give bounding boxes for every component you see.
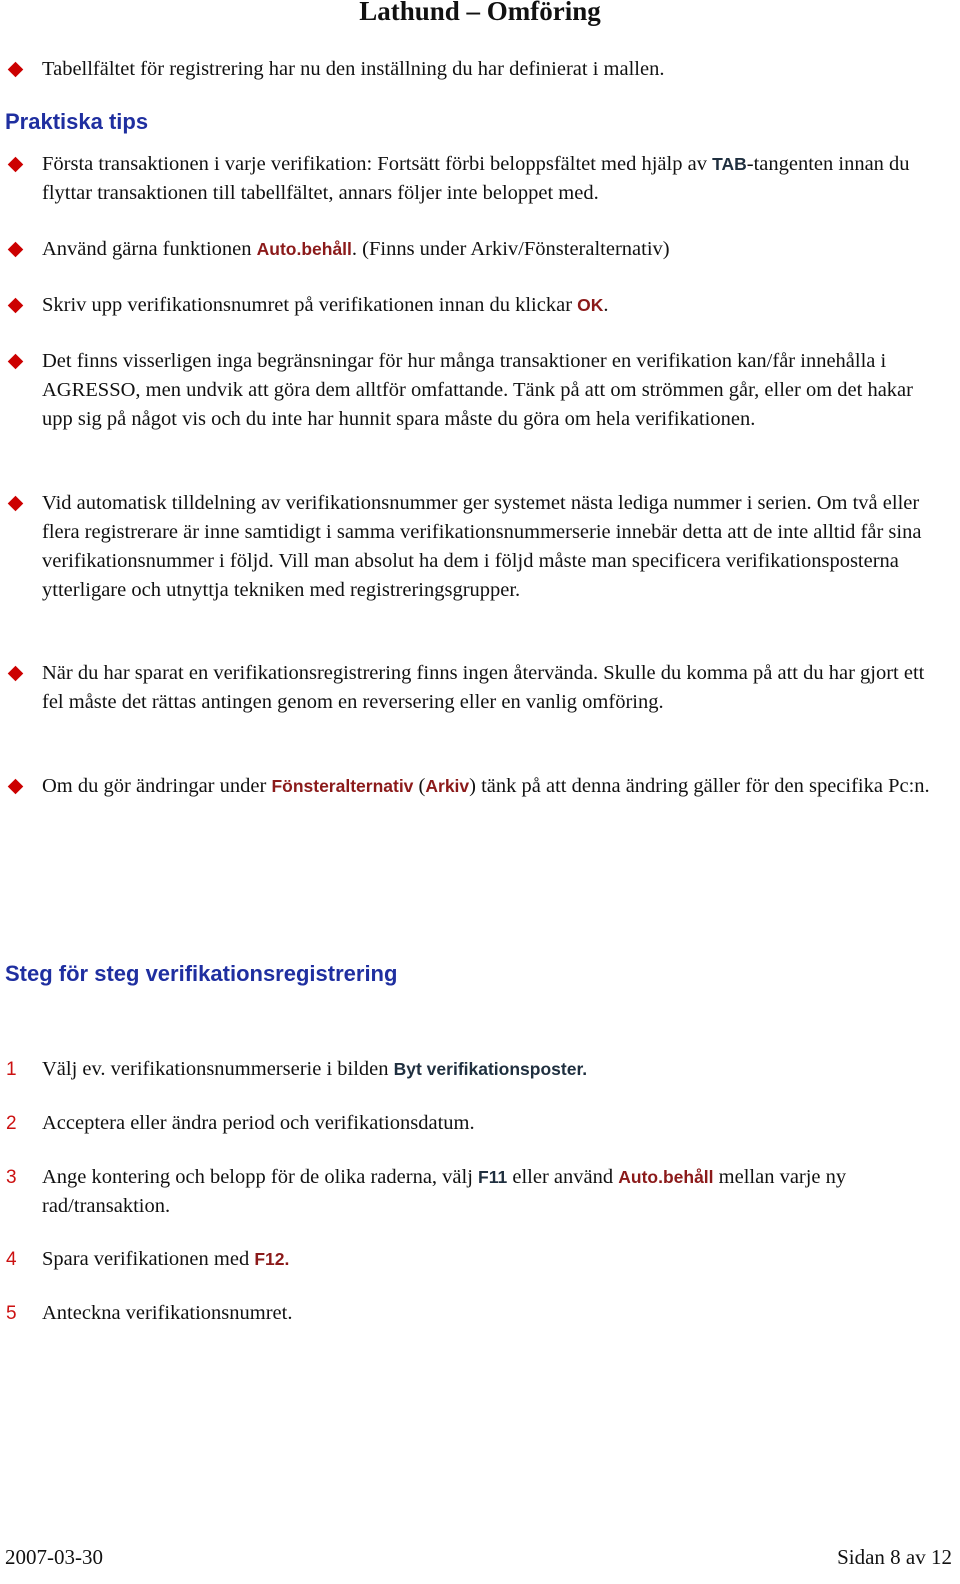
function-name: Auto.behåll xyxy=(256,239,352,259)
footer-date: 2007-03-30 xyxy=(5,1545,103,1569)
diamond-bullet-icon xyxy=(8,779,24,795)
bullet-text: Skriv upp verifikationsnumret på verifikationen innan du klickar OK. xyxy=(42,294,609,316)
step-text: Acceptera eller ändra period och verifikationsdatum. xyxy=(42,1112,475,1134)
step-text: Anteckna verifikationsnumret. xyxy=(42,1302,293,1324)
diamond-bullet-icon xyxy=(8,157,24,173)
page-title: Lathund – Omföring xyxy=(359,0,601,26)
step-text: Välj ev. verifikationsnummerserie i bilden Byt verifikationsposter. xyxy=(42,1058,588,1080)
function-name: Auto.behåll xyxy=(618,1167,714,1187)
button-name: OK xyxy=(577,295,604,315)
step-number: 1 xyxy=(6,1059,17,1080)
bullet-text: Första transaktionen i varje verifikation: Fortsätt förbi beloppsfältet med hjälp av TAB-tangenten innan du flyttar transaktionen till tabellfältet, annars följer inte beloppet med. xyxy=(42,153,910,204)
menu-name: Arkiv xyxy=(425,776,470,796)
bullet-text: Använd gärna funktionen Auto.behåll. (Finns under Arkiv/Fönsteralternativ) xyxy=(42,238,670,260)
bullet-text: Vid automatisk tilldelning av verifikationsnummer ger systemet nästa lediga nummer i serien. Om två eller flera registrerare är inne samtidigt i samma verifikationsnummerserie innebär detta att de inte alltid får sina verifikationsnummer i följd. Vill man absolut ha dem i följd måste man specificera verifikationsposterna ytterligare och utnyttja tekniken med registreringsgrupper. xyxy=(42,492,922,601)
section-heading-steps: Steg för steg verifikationsregistrering xyxy=(5,961,398,986)
menu-name: Fönsteralternativ xyxy=(271,776,414,796)
step-number: 2 xyxy=(6,1113,17,1134)
key-name: F12. xyxy=(254,1249,290,1269)
bullet-text: Om du gör ändringar under Fönsteralternativ (Arkiv) tänk på att denna ändring gäller för den specifika Pc:n. xyxy=(42,775,930,797)
step-text: Spara verifikationen med F12. xyxy=(42,1248,290,1270)
bullet-text: När du har sparat en verifikationsregistrering finns ingen återvända. Skulle du komma på att du har gjort ett fel måste det rättas antingen genom en reversering eller en vanlig omföring. xyxy=(42,662,925,713)
diamond-bullet-icon xyxy=(8,62,24,78)
diamond-bullet-icon xyxy=(8,242,24,258)
step-number: 4 xyxy=(6,1249,17,1270)
bullet-text: Tabellfältet för registrering har nu den inställning du har definierat i mallen. xyxy=(42,58,665,80)
diamond-bullet-icon xyxy=(8,496,24,512)
key-name: F11 xyxy=(478,1167,508,1187)
section-heading-tips: Praktiska tips xyxy=(5,109,149,134)
step-text: Ange kontering och belopp för de olika raderna, välj F11 eller använd Auto.behåll mellan varje ny rad/transaktion. xyxy=(42,1166,847,1217)
diamond-bullet-icon xyxy=(8,298,24,314)
key-name: TAB xyxy=(712,154,747,174)
step-number: 3 xyxy=(6,1167,17,1188)
bullet-text: Det finns visserligen inga begränsningar för hur många transaktioner en verifikation kan/får innehålla i AGRESSO, men undvik att göra dem alltför omfattande. Tänk på att om strömmen går, eller om det hakar upp sig på något vis och du inte har hunnit spara måste du göra om hela verifikationen. xyxy=(42,350,913,430)
screen-name: Byt verifikationsposter. xyxy=(393,1059,588,1079)
diamond-bullet-icon xyxy=(8,666,24,682)
step-number: 5 xyxy=(6,1303,17,1324)
footer-page-number: Sidan 8 av 12 xyxy=(837,1545,952,1569)
diamond-bullet-icon xyxy=(8,354,24,370)
